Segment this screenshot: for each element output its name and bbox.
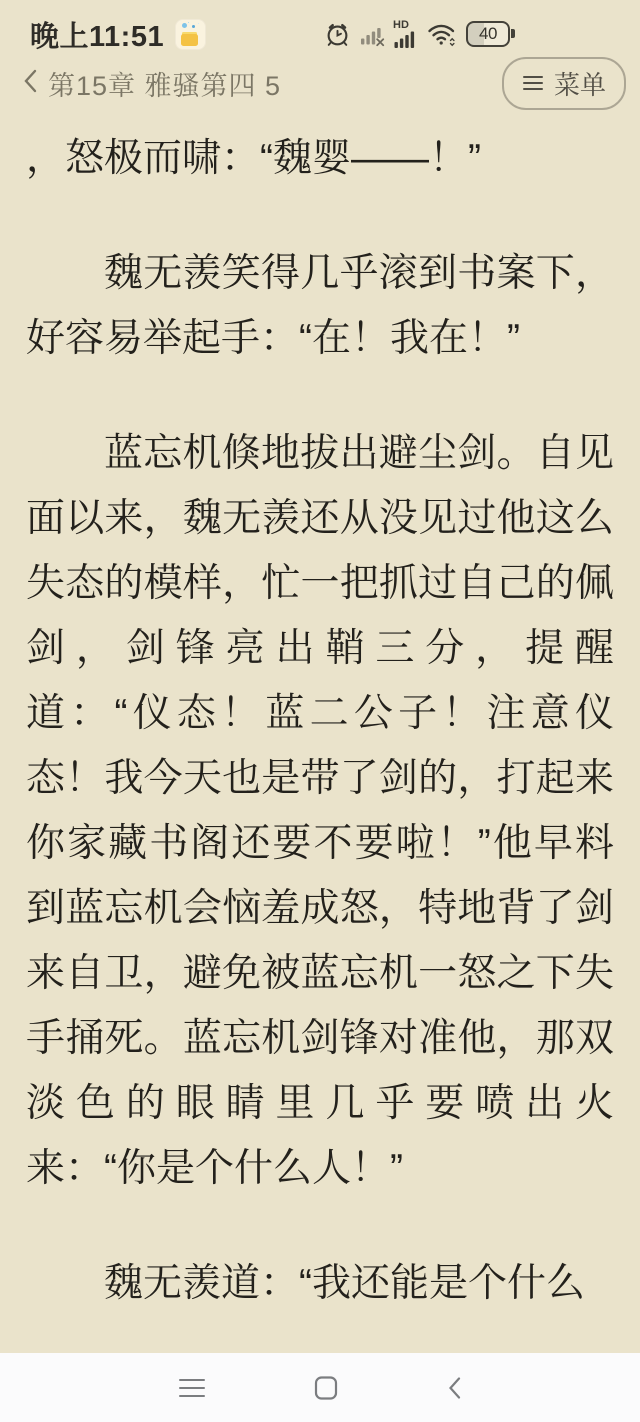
menu-button[interactable] bbox=[502, 57, 626, 110]
alarm-clock-icon bbox=[324, 21, 351, 48]
reader-page[interactable] bbox=[0, 112, 640, 1353]
battery-icon bbox=[466, 21, 510, 47]
hamburger-icon bbox=[522, 68, 544, 99]
status-bar bbox=[0, 0, 640, 58]
chapter-title: 第15章 雅骚第四 5 bbox=[48, 70, 282, 101]
android-nav-bar bbox=[0, 1353, 640, 1422]
hd-label: HD bbox=[393, 19, 409, 31]
chapter-back[interactable] bbox=[22, 64, 281, 103]
home-icon[interactable] bbox=[313, 1375, 339, 1401]
status-right bbox=[324, 20, 510, 48]
status-left bbox=[30, 14, 206, 55]
clock-time: 晚上11:51 bbox=[30, 20, 165, 53]
paragraph: 魏无羡道：“我还能是个什么 bbox=[104, 1262, 585, 1305]
cellular-signal-no-service-icon bbox=[360, 24, 385, 48]
paragraph: 魏无羡笑得几乎滚到书案下，好容易举起手：“在！我在！” bbox=[26, 252, 614, 360]
chapter-bar bbox=[0, 58, 640, 112]
wifi-icon bbox=[427, 22, 457, 48]
paragraph: ，怒极而啸：“魏婴——！” bbox=[26, 137, 481, 180]
recents-icon[interactable] bbox=[178, 1377, 206, 1399]
gift-box-app-icon bbox=[175, 19, 206, 50]
menu-label: 菜单 bbox=[553, 69, 606, 100]
cellular-signal-hd-icon bbox=[394, 20, 418, 48]
back-chevron-icon bbox=[22, 67, 38, 100]
battery-percentage: 40 bbox=[479, 24, 497, 43]
back-icon[interactable] bbox=[446, 1374, 462, 1402]
paragraph: 蓝忘机倏地拔出避尘剑。自见面以来，魏无羡还从没见过他这么失态的模样，忙一把抓过自己的佩剑，剑锋亮出鞘三分，提醒道：“仪态！蓝二公子！注意仪态！我今天也是带了剑的，打起来你家藏书阁还要不要啦！”他早料到蓝忘机会恼羞成怒，特地背了剑来自卫，避免被蓝忘机一怒之下失手捅死。蓝忘机剑锋对准他，那双淡色的眼睛里几乎要喷出火来：“你是个什么人！” bbox=[26, 432, 614, 1190]
